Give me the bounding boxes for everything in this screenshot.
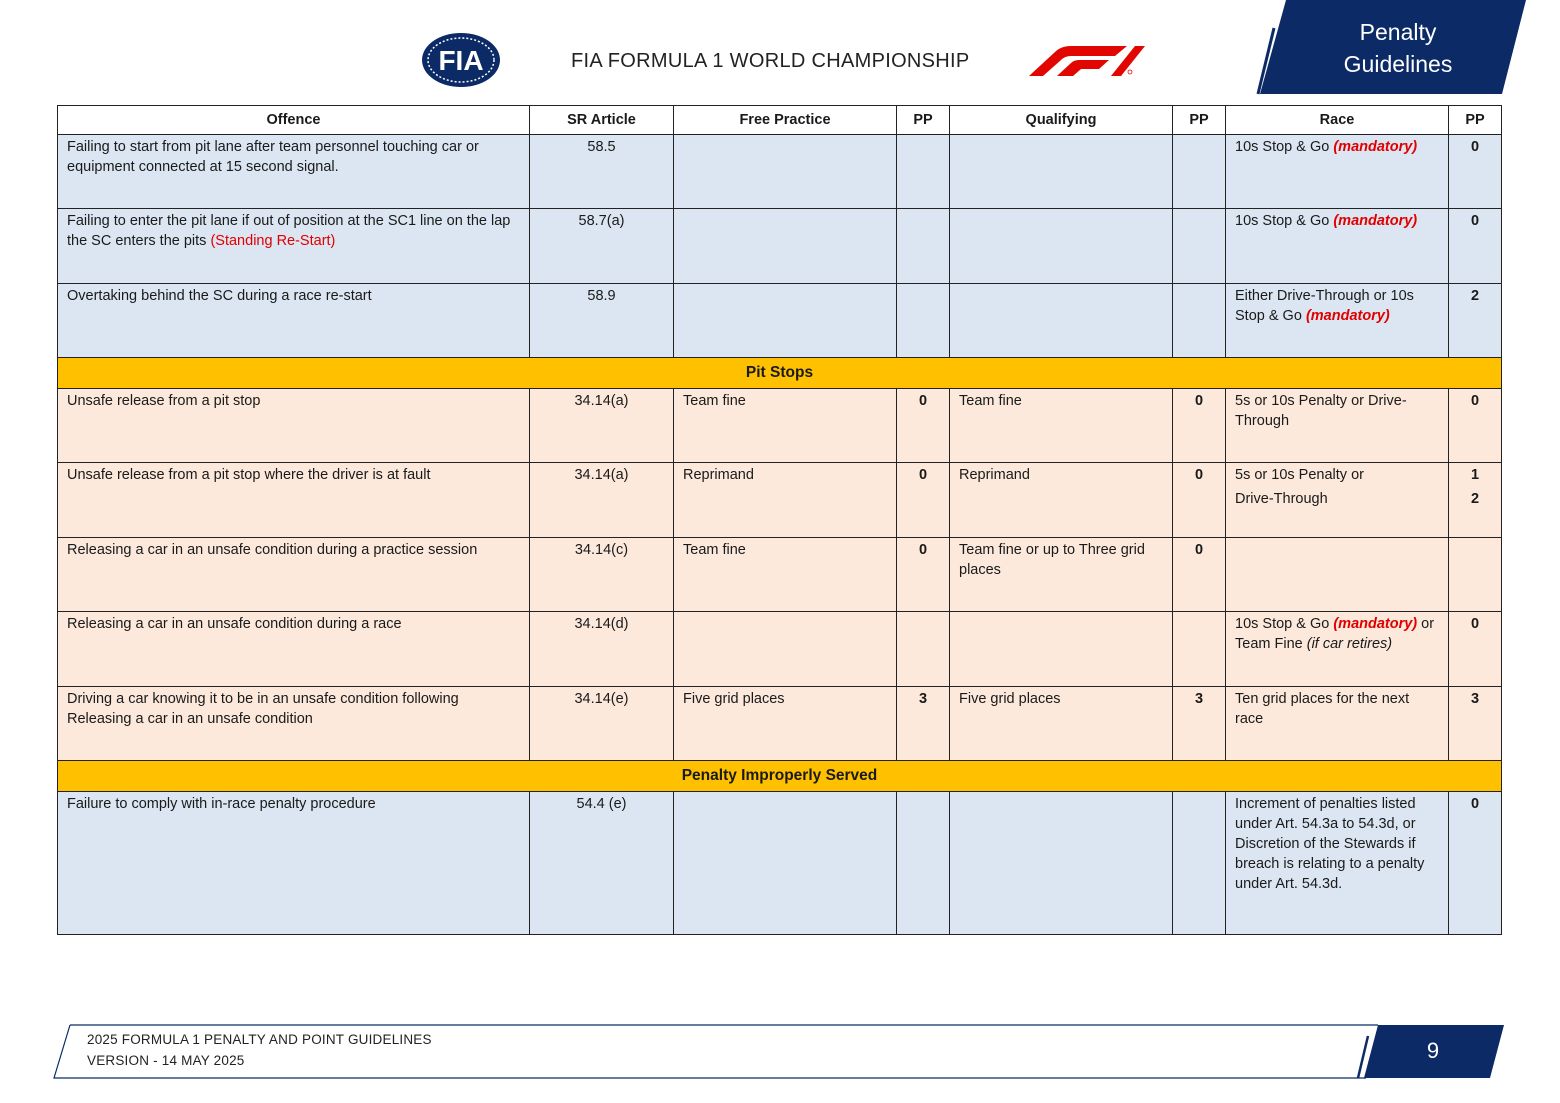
fp-cell — [674, 135, 897, 209]
fp-cell: Team fine — [674, 538, 897, 612]
col-header-race-pp: PP — [1449, 106, 1502, 135]
f1-logo — [1027, 44, 1147, 78]
fp-pp-cell — [897, 792, 950, 935]
race-italic-note: (if car retires) — [1306, 636, 1393, 652]
section-title: Pit Stops — [58, 358, 1502, 389]
table-row — [58, 612, 1502, 687]
race-pp-line-1: 1 — [1470, 467, 1480, 483]
section-title: Penalty Improperly Served — [58, 761, 1502, 792]
quali-pp-cell — [1173, 209, 1226, 284]
footer-document-title: 2025 FORMULA 1 PENALTY AND POINT GUIDELINES — [87, 1032, 432, 1047]
tab-label-line1: Penalty — [1359, 19, 1437, 45]
race-cell — [1226, 135, 1449, 209]
table-row — [58, 538, 1502, 612]
quali-cell — [950, 612, 1173, 687]
quali-pp-cell — [1173, 135, 1226, 209]
offence-cell: Unsafe release from a pit stop — [58, 389, 530, 463]
col-header-fp-pp: PP — [897, 106, 950, 135]
race-pp-cell: 0 — [1449, 209, 1502, 284]
table-row — [58, 389, 1502, 463]
fp-pp-cell — [897, 284, 950, 358]
quali-pp-cell — [1173, 612, 1226, 687]
race-pp-cell — [1449, 463, 1502, 538]
footer-version: VERSION - 14 MAY 2025 — [87, 1053, 245, 1068]
race-pp-cell: 0 — [1449, 612, 1502, 687]
offence-cell: Overtaking behind the SC during a race re-start — [58, 284, 530, 358]
section-row-pit-stops — [58, 358, 1502, 389]
fp-cell: Reprimand — [674, 463, 897, 538]
fp-cell — [674, 284, 897, 358]
penalty-guidelines-table — [57, 105, 1502, 935]
fia-logo — [420, 32, 502, 88]
col-header-free-practice: Free Practice — [674, 106, 897, 135]
quali-cell — [950, 284, 1173, 358]
quali-cell: Team fine — [950, 389, 1173, 463]
race-after-text: or Team Fine — [1235, 616, 1435, 652]
race-pp-line-2: 2 — [1470, 491, 1480, 507]
footer-frame — [50, 1022, 1510, 1082]
col-header-quali-pp: PP — [1173, 106, 1226, 135]
table-row — [58, 284, 1502, 358]
race-text: Either Drive-Through or 10s Stop & Go — [1235, 288, 1414, 324]
article-cell: 34.14(d) — [530, 612, 674, 687]
mandatory-tag: (mandatory) — [1333, 213, 1418, 229]
race-cell: Ten grid places for the next race — [1226, 687, 1449, 761]
race-text: 10s Stop & Go — [1235, 616, 1330, 632]
table-row — [58, 209, 1502, 284]
quali-pp-cell — [1173, 284, 1226, 358]
race-line-1: 5s or 10s Penalty or — [1235, 467, 1364, 483]
article-cell: 58.9 — [530, 284, 674, 358]
table-row — [58, 463, 1502, 538]
offence-cell: Releasing a car in an unsafe condition during a race — [58, 612, 530, 687]
fp-pp-cell — [897, 209, 950, 284]
col-header-offence: Offence — [58, 106, 530, 135]
race-text: 10s Stop & Go — [1235, 139, 1330, 155]
mandatory-tag: (mandatory) — [1333, 139, 1418, 155]
race-text: 10s Stop & Go — [1235, 213, 1330, 229]
championship-title: FIA FORMULA 1 WORLD CHAMPIONSHIP — [571, 50, 970, 72]
article-cell: 58.7(a) — [530, 209, 674, 284]
col-header-sr-article: SR Article — [530, 106, 674, 135]
offence-text: Failing to enter the pit lane if out of position at the SC1 line on the lap the SC enters the pits — [67, 213, 511, 249]
fp-pp-cell: 3 — [897, 687, 950, 761]
table-row — [58, 135, 1502, 209]
section-row-penalty-improperly-served — [58, 761, 1502, 792]
quali-pp-cell: 3 — [1173, 687, 1226, 761]
race-pp-cell: 3 — [1449, 687, 1502, 761]
tab-label — [1296, 16, 1500, 80]
offence-cell: Releasing a car in an unsafe condition during a practice session — [58, 538, 530, 612]
race-pp-cell — [1449, 538, 1502, 612]
quali-cell — [950, 135, 1173, 209]
quali-pp-cell — [1173, 792, 1226, 935]
fp-cell — [674, 209, 897, 284]
table-header-row — [58, 106, 1502, 135]
race-cell — [1226, 463, 1449, 538]
tab-label-line2: Guidelines — [1343, 51, 1453, 77]
table-row — [58, 687, 1502, 761]
mandatory-tag: (mandatory) — [1333, 616, 1418, 632]
race-pp-cell: 0 — [1449, 389, 1502, 463]
fp-cell — [674, 792, 897, 935]
race-cell — [1226, 209, 1449, 284]
article-cell: 34.14(a) — [530, 389, 674, 463]
race-pp-cell: 2 — [1449, 284, 1502, 358]
fp-pp-cell — [897, 135, 950, 209]
col-header-qualifying: Qualifying — [950, 106, 1173, 135]
race-cell: 5s or 10s Penalty or Drive-Through — [1226, 389, 1449, 463]
fp-pp-cell: 0 — [897, 389, 950, 463]
quali-cell: Reprimand — [950, 463, 1173, 538]
race-cell — [1226, 538, 1449, 612]
offence-note: (Standing Re-Start) — [210, 233, 336, 249]
fp-cell — [674, 612, 897, 687]
quali-pp-cell: 0 — [1173, 463, 1226, 538]
page-number: 9 — [1426, 1038, 1440, 1063]
table-row — [58, 792, 1502, 935]
offence-cell: Unsafe release from a pit stop where the driver is at fault — [58, 463, 530, 538]
offence-cell: Driving a car knowing it to be in an unsafe condition following Releasing a car in an unsafe condition — [58, 687, 530, 761]
mandatory-tag: (mandatory) — [1305, 308, 1390, 324]
fp-pp-cell: 0 — [897, 463, 950, 538]
article-cell: 54.4 (e) — [530, 792, 674, 935]
offence-text: Failing to start from pit lane after team personnel touching car or equipment connected at 15 second signal. — [67, 139, 479, 175]
quali-pp-cell: 0 — [1173, 538, 1226, 612]
article-cell: 34.14(c) — [530, 538, 674, 612]
fp-pp-cell — [897, 612, 950, 687]
offence-cell: Failure to comply with in-race penalty procedure — [58, 792, 530, 935]
quali-cell: Team fine or up to Three grid places — [950, 538, 1173, 612]
race-pp-cell: 0 — [1449, 135, 1502, 209]
fp-cell: Five grid places — [674, 687, 897, 761]
quali-cell — [950, 209, 1173, 284]
race-cell — [1226, 284, 1449, 358]
offence-cell — [58, 209, 530, 284]
offence-cell — [58, 135, 530, 209]
article-cell: 34.14(e) — [530, 687, 674, 761]
fia-logo-text: FIA — [438, 45, 484, 76]
race-cell: Increment of penalties listed under Art. 54.3a to 54.3d, or Discretion of the Stewards if breach is relating to a penalty under Art. 54.3d. — [1226, 792, 1449, 935]
quali-cell — [950, 792, 1173, 935]
quali-pp-cell: 0 — [1173, 389, 1226, 463]
race-cell — [1226, 612, 1449, 687]
fp-cell: Team fine — [674, 389, 897, 463]
quali-cell: Five grid places — [950, 687, 1173, 761]
article-cell: 58.5 — [530, 135, 674, 209]
col-header-race: Race — [1226, 106, 1449, 135]
article-cell: 34.14(a) — [530, 463, 674, 538]
race-pp-cell: 0 — [1449, 792, 1502, 935]
fp-pp-cell: 0 — [897, 538, 950, 612]
race-line-2: Drive-Through — [1235, 491, 1328, 507]
